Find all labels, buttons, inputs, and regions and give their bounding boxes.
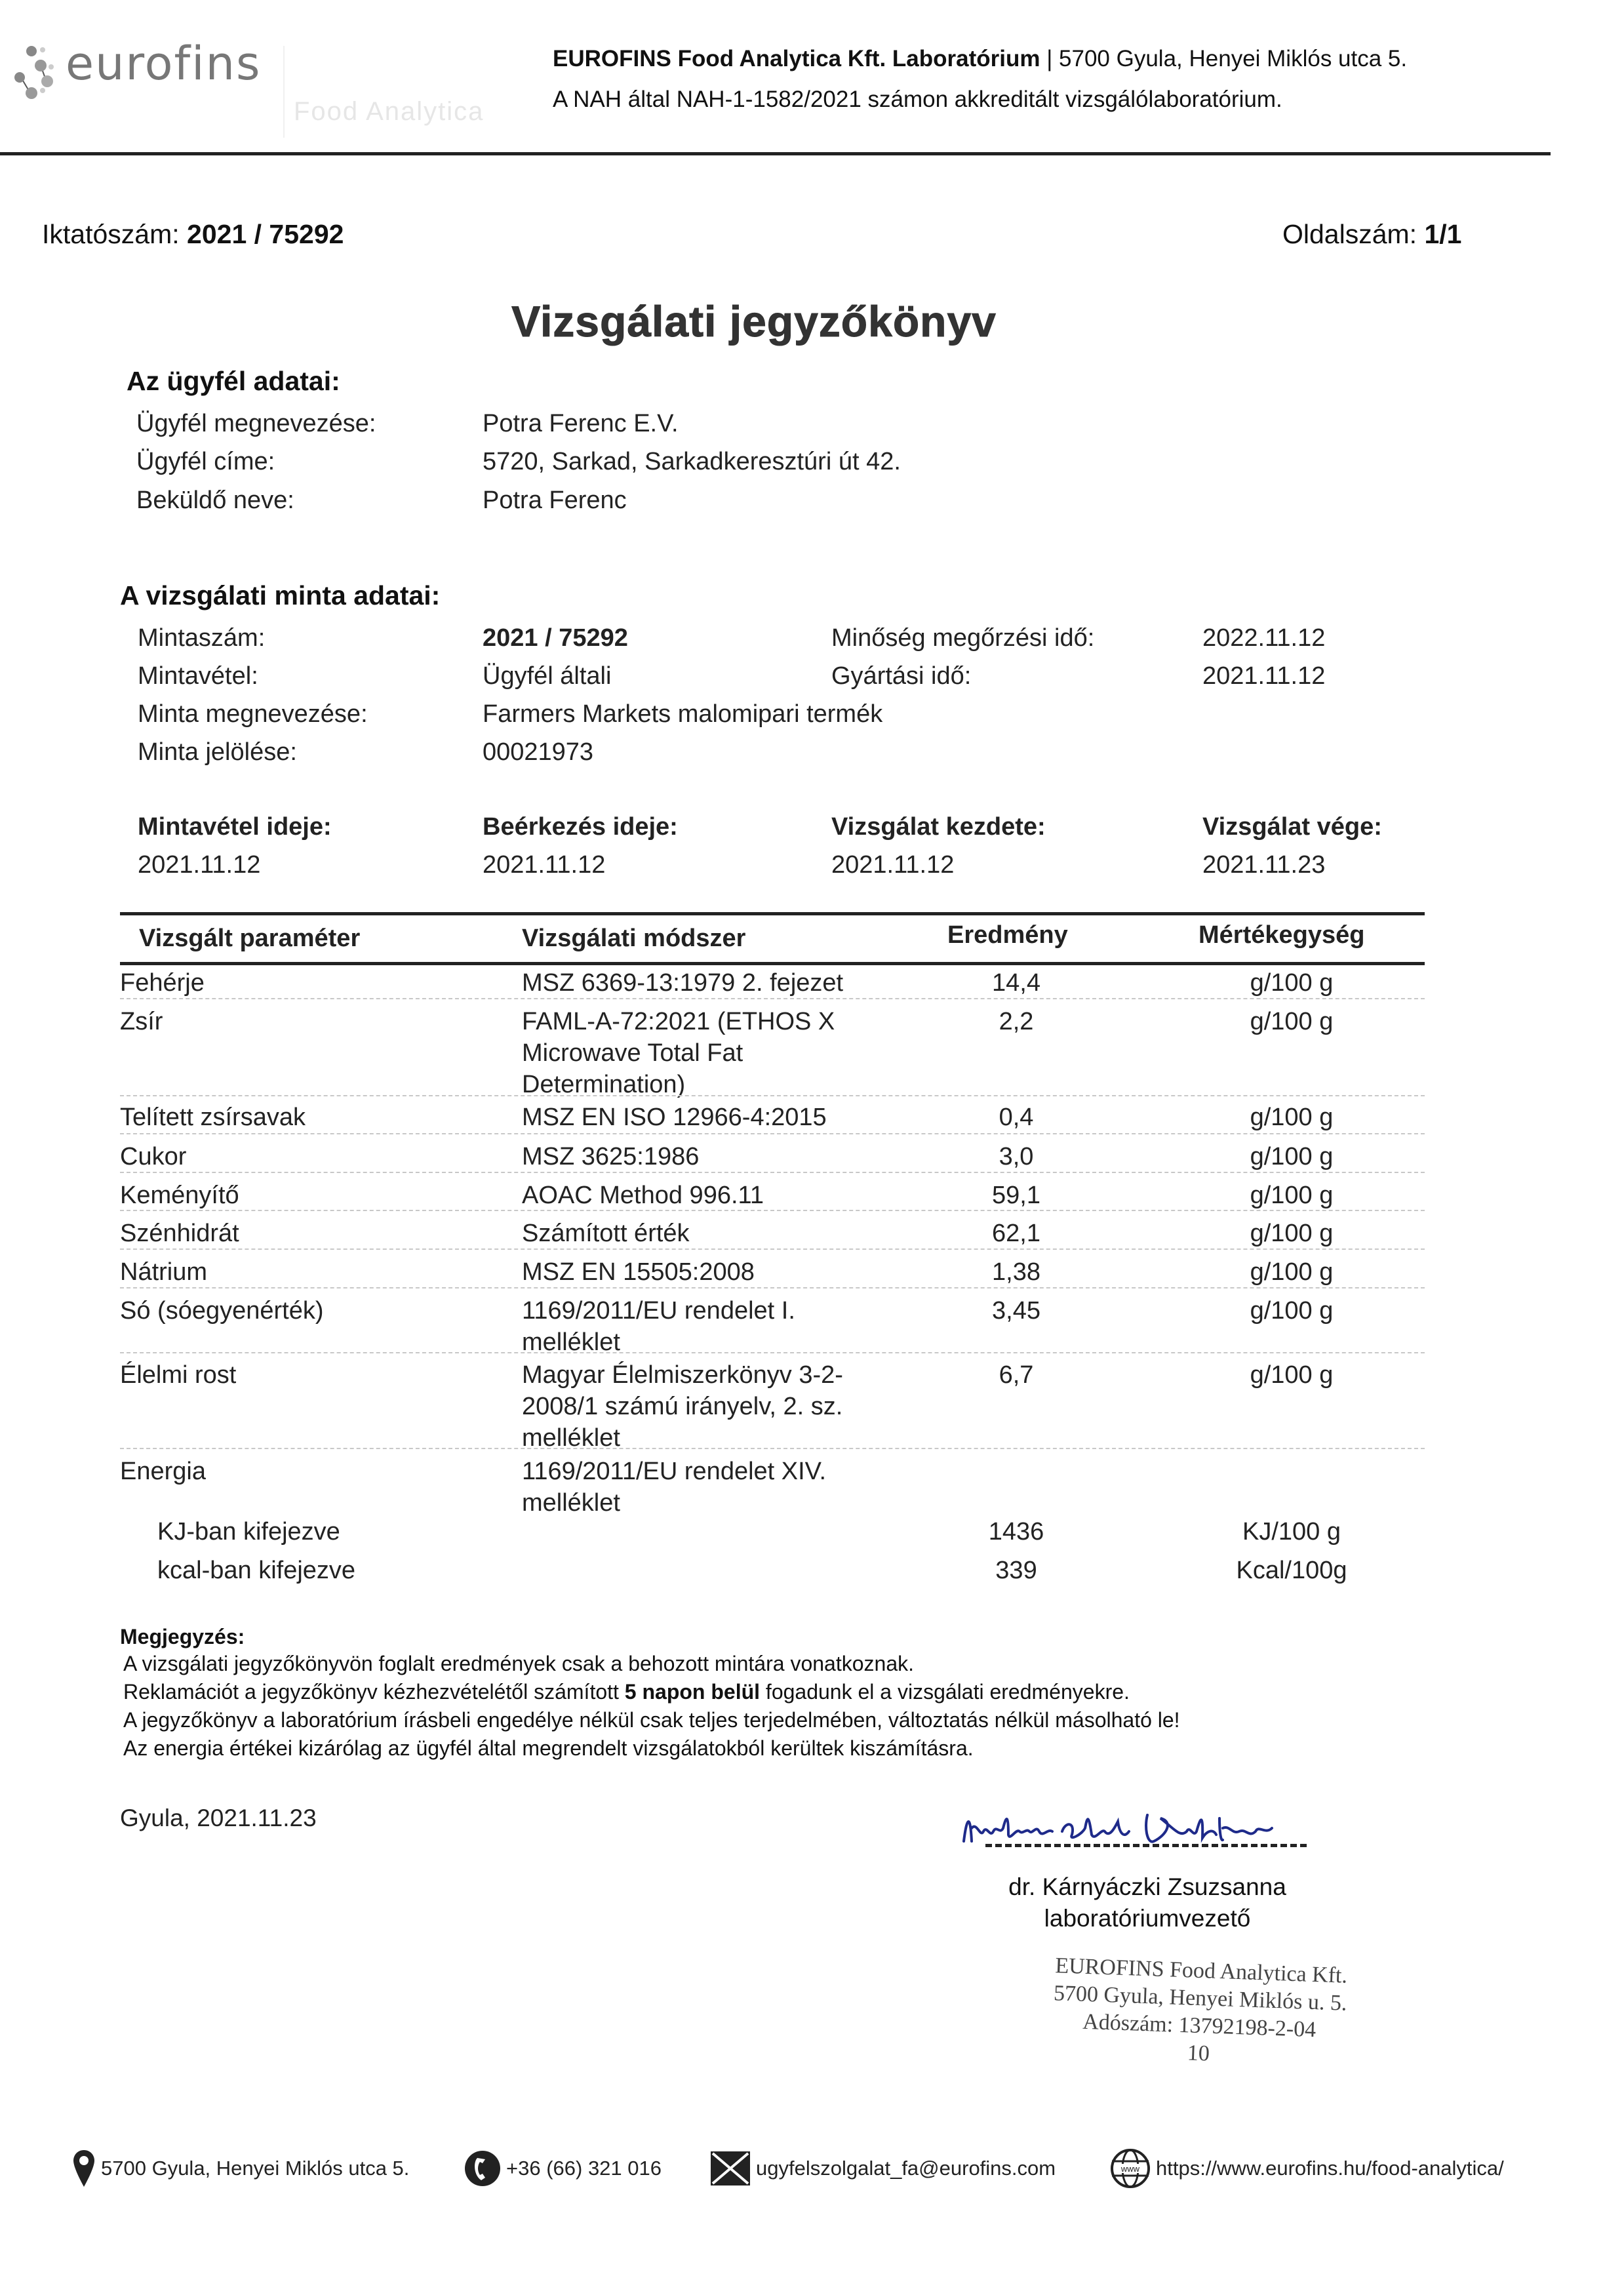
method-cell (522, 967, 843, 999)
method-line: Magyar Élelmiszerkönyv 3-2- (522, 1361, 843, 1389)
note-line-2-bold: 5 napon belül (624, 1680, 761, 1704)
test-end-label: Vizsgálat vége: (1202, 813, 1382, 841)
logo-divider (283, 46, 285, 138)
client-name-label: Ügyfél megnevezése: (136, 410, 376, 437)
client-address-value: 5720, Sarkad, Sarkadkeresztúri út 42. (483, 448, 901, 475)
param-cell: Élelmi rost (120, 1361, 237, 1389)
note-line-2-pre: Reklamációt a jegyzőkönyv kézhezvételétől számított (123, 1680, 625, 1704)
globe-icon (1110, 2148, 1151, 2189)
notes-heading: Megjegyzés: (120, 1625, 245, 1648)
note-line-2-post: fogadunk el a vizsgálati eredményekre. (760, 1680, 1130, 1704)
production-date-value: 2021.11.12 (1202, 662, 1326, 690)
row-divider (120, 1352, 1425, 1353)
footer-address (72, 2145, 409, 2191)
row-divider (120, 1133, 1425, 1134)
method-line: melléklet (522, 1424, 620, 1452)
param-cell: Szénhidrát (120, 1220, 239, 1247)
col-header-parameter: Vizsgált paraméter (139, 925, 361, 952)
result-cell: 3,45 (992, 1297, 1040, 1325)
registration-number (42, 219, 344, 250)
eurofins-logo-icon (13, 41, 62, 100)
method-line: MSZ EN ISO 12966-4:2015 (522, 1104, 827, 1131)
note-line-4: Az energia értékei kizárólag az ügyfél által megrendelt vizsgálatokból kerültek kiszámításra. (123, 1736, 974, 1760)
param-cell: Keményítő (120, 1182, 239, 1209)
document-title: Vizsgálati jegyzőkönyv (511, 297, 997, 346)
header-divider (0, 152, 1551, 155)
method-line: MSZ EN 15505:2008 (522, 1258, 755, 1286)
location-pin-icon (72, 2149, 96, 2188)
sender-name-value: Potra Ferenc (483, 487, 627, 514)
method-line: 2008/1 számú irányelv, 2. sz. (522, 1393, 843, 1420)
result-cell: 59,1 (992, 1182, 1040, 1209)
eurofins-logo (13, 37, 288, 100)
method-line: melléklet (522, 1489, 620, 1517)
result-cell: 1,38 (992, 1258, 1040, 1286)
notes-body (123, 1650, 1500, 1763)
row-divider (120, 1210, 1425, 1211)
unit-cell: g/100 g (1250, 1258, 1334, 1286)
footer-email-text: ugyfelszolgalat_fa@eurofins.com (756, 2157, 1056, 2180)
footer-website-text[interactable]: https://www.eurofins.hu/food-analytica/ (1156, 2157, 1504, 2180)
sample-number-value: 2021 / 75292 (483, 624, 628, 652)
result-cell: 6,7 (999, 1361, 1034, 1389)
row-divider (120, 1172, 1425, 1173)
row-divider (120, 998, 1425, 999)
footer-phone-text: +36 (66) 321 016 (506, 2157, 662, 2180)
test-start-value: 2021.11.12 (831, 851, 955, 879)
row-divider (120, 1248, 1425, 1250)
energy-sub-unit: KJ/100 g (1242, 1518, 1341, 1546)
production-date-label: Gyártási idő: (831, 662, 972, 690)
client-name-value: Potra Ferenc E.V. (483, 410, 679, 437)
sampling-label: Mintavétel: (138, 662, 258, 690)
stamp-line-2: 5700 Gyula, Henyei Miklós u. 5. (1053, 1981, 1348, 2016)
col-header-result: Eredmény (947, 921, 1068, 949)
sampling-date-value: 2021.11.12 (138, 851, 261, 879)
footer-address-text: 5700 Gyula, Henyei Miklós utca 5. (101, 2157, 410, 2180)
sampling-value: Ügyfél általi (483, 662, 612, 690)
row-divider (120, 1095, 1425, 1096)
unit-cell: g/100 g (1250, 1361, 1334, 1389)
unit-cell: g/100 g (1250, 969, 1334, 997)
sample-mark-label: Minta jelölése: (138, 738, 297, 766)
sample-name-value: Farmers Markets malomipari termék (483, 700, 883, 728)
lab-address: | 5700 Gyula, Henyei Miklós utca 5. (1046, 46, 1408, 71)
test-end-value: 2021.11.23 (1202, 851, 1326, 879)
signature-line (985, 1844, 1307, 1847)
stamp-line-1: EUROFINS Food Analytica Kft. (1054, 1953, 1348, 1988)
sampling-date-label: Mintavétel ideje: (138, 813, 332, 841)
sample-number-label: Mintaszám: (138, 624, 266, 652)
logo-subtext: Food Analytica (294, 97, 485, 126)
param-cell: Telített zsírsavak (120, 1104, 306, 1131)
unit-cell: g/100 g (1250, 1220, 1334, 1247)
method-line: Microwave Total Fat (522, 1039, 743, 1067)
note-line-1: A vizsgálati jegyzőkönyvön foglalt eredmények csak a behozott mintára vonatkoznak. (123, 1652, 914, 1675)
method-cell (522, 1218, 690, 1249)
best-before-value: 2022.11.12 (1202, 624, 1326, 652)
sender-name-label: Beküldő neve: (136, 487, 294, 514)
phone-icon (464, 2149, 501, 2188)
method-line: Determination) (522, 1071, 686, 1098)
note-line-2 (123, 1678, 1500, 1706)
param-cell: Só (sóegyenérték) (120, 1297, 324, 1325)
client-address-label: Ügyfél címe: (136, 448, 275, 475)
best-before-label: Minőség megőrzési idő: (831, 624, 1095, 652)
method-line: MSZ 3625:1986 (522, 1143, 700, 1170)
method-cell (522, 1295, 795, 1358)
method-cell (522, 1006, 835, 1100)
page-label: Oldalszám: (1282, 219, 1417, 249)
unit-cell: g/100 g (1250, 1008, 1334, 1035)
accreditation-text: A NAH által NAH-1-1582/2021 számon akkreditált vizsgálólaboratórium. (553, 87, 1282, 112)
energy-sub-result: 339 (995, 1557, 1037, 1584)
method-cell (522, 1359, 843, 1454)
unit-cell: g/100 g (1250, 1143, 1334, 1170)
param-cell: Cukor (120, 1143, 187, 1170)
col-header-method: Vizsgálati módszer (522, 925, 746, 952)
method-line: FAML-A-72:2021 (ETHOS X (522, 1008, 835, 1035)
method-line: 1169/2011/EU rendelet XIV. (522, 1458, 827, 1485)
col-header-unit: Mértékegység (1198, 921, 1365, 949)
svg-text:www: www (1120, 2164, 1140, 2174)
test-start-label: Vizsgálat kezdete: (831, 813, 1046, 841)
method-cell (522, 1256, 755, 1288)
result-cell: 2,2 (999, 1008, 1034, 1035)
lab-header-line (553, 46, 1407, 72)
signer-name: dr. Kárnyáczki Zsuzsanna (1008, 1873, 1286, 1900)
sample-name-label: Minta megnevezése: (138, 700, 368, 728)
stamp-line-4: 10 (1187, 2041, 1210, 2066)
param-cell: Zsír (120, 1008, 163, 1035)
energy-sub-param: KJ-ban kifejezve (157, 1518, 340, 1546)
table-header-rule (120, 962, 1425, 965)
place-date: Gyula, 2021.11.23 (120, 1805, 317, 1831)
result-cell: 14,4 (992, 969, 1040, 997)
company-stamp (995, 1950, 1404, 2075)
method-line: Számított érték (522, 1220, 690, 1247)
note-line-3: A jegyzőkönyv a laboratórium írásbeli engedélye nélkül csak teljes terjedelmében, változtatás nélkül másolható le! (123, 1708, 1180, 1732)
unit-cell: g/100 g (1250, 1182, 1334, 1209)
param-cell: Fehérje (120, 969, 205, 997)
method-line: melléklet (522, 1328, 620, 1356)
method-line: 1169/2011/EU rendelet I. (522, 1297, 795, 1325)
method-cell (522, 1102, 827, 1133)
table-top-rule (120, 912, 1425, 915)
sample-heading: A vizsgálati minta adatai: (120, 580, 441, 610)
method-line: MSZ 6369-13:1979 2. fejezet (522, 969, 844, 997)
method-cell (522, 1180, 764, 1211)
footer-email (710, 2145, 1056, 2191)
param-cell: Nátrium (120, 1258, 208, 1286)
lab-name: EUROFINS Food Analytica Kft. Laboratórium (553, 46, 1040, 71)
param-cell: Energia (120, 1458, 206, 1485)
energy-sub-unit: Kcal/100g (1236, 1557, 1347, 1584)
page-number (1282, 219, 1461, 250)
registration-value: 2021 / 75292 (187, 219, 344, 249)
row-divider (120, 1448, 1425, 1449)
logo-wordmark: eurofins (66, 37, 262, 90)
row-divider (120, 1287, 1425, 1288)
registration-label: Iktatószám: (42, 219, 180, 249)
footer-website (1110, 2145, 1504, 2191)
method-cell (522, 1141, 699, 1172)
result-cell: 62,1 (992, 1220, 1040, 1247)
page-value: 1/1 (1424, 219, 1462, 249)
energy-sub-param: kcal-ban kifejezve (157, 1557, 356, 1584)
energy-sub-result: 1436 (988, 1518, 1044, 1546)
arrival-date-label: Beérkezés ideje: (483, 813, 678, 841)
unit-cell: g/100 g (1250, 1297, 1334, 1325)
footer-phone (464, 2145, 662, 2191)
result-cell: 0,4 (999, 1104, 1034, 1131)
method-line: AOAC Method 996.11 (522, 1182, 764, 1209)
envelope-icon (710, 2151, 751, 2186)
stamp-line-3: Adószám: 13792198-2-04 (1082, 2009, 1317, 2043)
result-cell: 3,0 (999, 1143, 1034, 1170)
signer-title: laboratóriumvezető (1044, 1905, 1251, 1932)
sample-mark-value: 00021973 (483, 738, 594, 766)
client-heading: Az ügyfél adatai: (127, 366, 340, 396)
unit-cell: g/100 g (1250, 1104, 1334, 1131)
method-cell (522, 1456, 826, 1519)
arrival-date-value: 2021.11.12 (483, 851, 606, 879)
